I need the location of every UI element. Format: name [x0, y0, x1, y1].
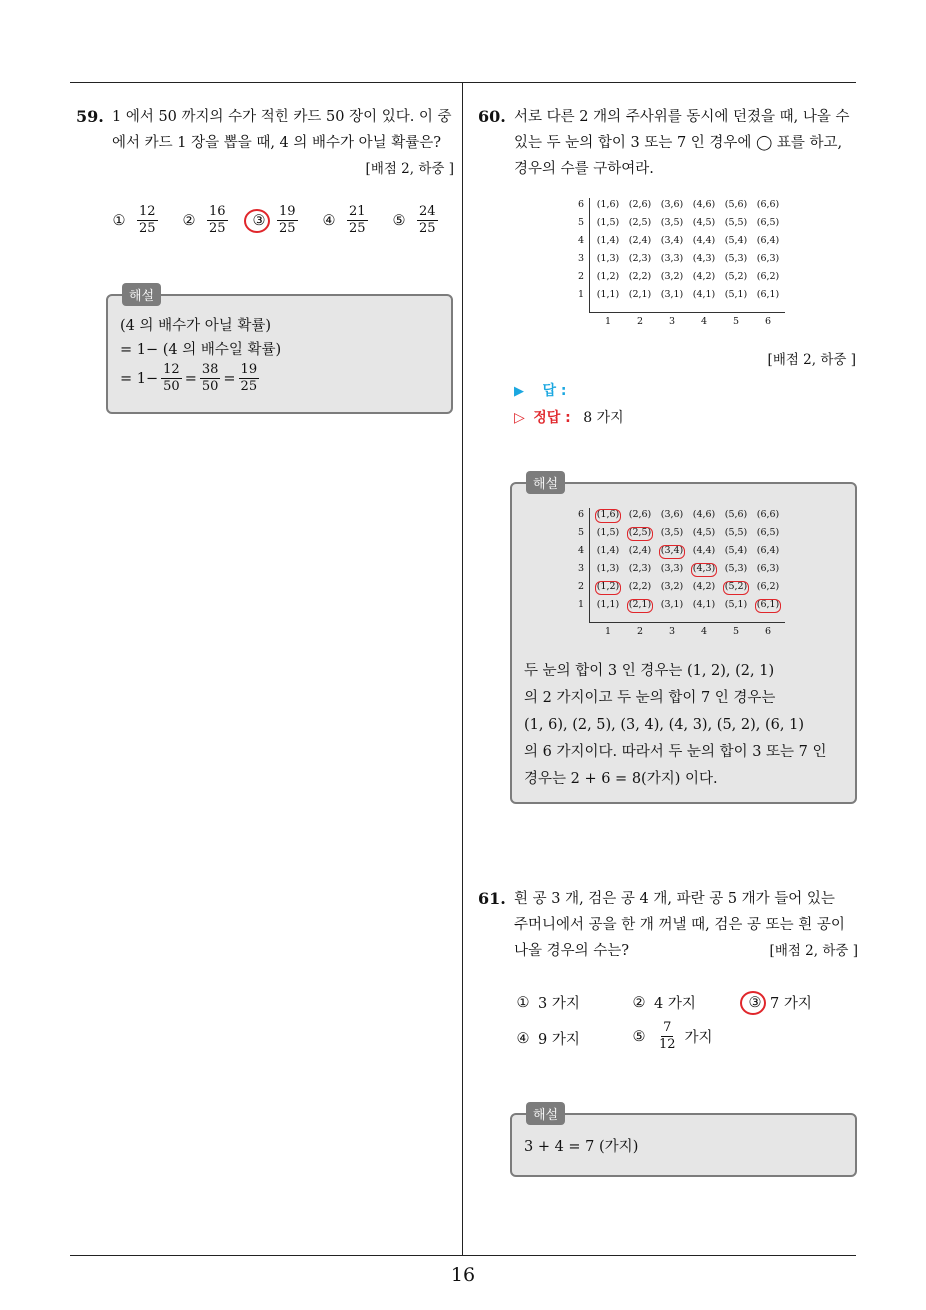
choice-number: ④: [322, 212, 336, 229]
numerator: 12: [163, 362, 180, 377]
table-row: [572, 506, 790, 524]
solution-text: 3 + 4 = 7 (가지): [524, 1139, 639, 1155]
denominator: 25: [139, 221, 156, 236]
outcome-cell: (4,1): [692, 289, 716, 300]
choice-5[interactable]: [390, 204, 441, 237]
outcome-cell: (2,6): [628, 199, 652, 210]
x-axis: [589, 622, 785, 623]
selected-circle-mark: [740, 991, 766, 1015]
choice-number: ②: [182, 212, 196, 229]
choice-number: ①: [516, 994, 530, 1011]
outcome-cell: (3,6): [660, 199, 684, 210]
fraction: [277, 204, 298, 237]
outcome-cell: (2,4): [628, 545, 652, 556]
stem-line: 흰 공 3 개, 검은 공 4 개, 파란 공 5 개가 들어 있는: [514, 891, 835, 907]
table-row: [572, 196, 790, 214]
outcome-cell: (1,1): [596, 599, 620, 610]
choice-number-selected: [746, 995, 764, 1011]
choice-mark: ③: [748, 994, 762, 1011]
problem-stem: [478, 104, 858, 182]
denominator: 25: [209, 221, 226, 236]
row-label: 5: [577, 217, 584, 228]
solution-line: 경우는 2 + 6 = 8(가지) 이다.: [524, 771, 718, 787]
source-tag: [배점 2, 하중 ]: [767, 352, 856, 368]
outcome-cell: (6,4): [756, 545, 780, 556]
outcome-cell: (3,1): [660, 599, 684, 610]
correct-label: 정답 :: [533, 410, 571, 426]
bottom-rule: [70, 1255, 856, 1256]
choice-number: ②: [632, 994, 646, 1011]
table-row: [572, 286, 790, 304]
numerator: 16: [209, 204, 226, 219]
outcome-cell: (5,1): [724, 289, 748, 300]
outcome-cell: (6,5): [756, 217, 780, 228]
row-label: 5: [577, 527, 584, 538]
choice-number: ⑤: [392, 212, 406, 229]
source-tag: [배점 2, 하중 ]: [365, 161, 454, 177]
outcome-cell: (3,6): [660, 509, 684, 520]
choice-label: 4 가지: [654, 996, 696, 1012]
row-label: 1: [577, 289, 584, 300]
outcome-cell: (1,4): [596, 545, 620, 556]
problem-number: 59.: [76, 107, 104, 126]
play-arrow-icon: ▶: [514, 384, 524, 399]
outcome-cell: (5,5): [724, 217, 748, 228]
outcome-cell: (1,3): [596, 253, 620, 264]
choice-3[interactable]: [746, 992, 812, 1013]
outcome-cell: (6,1): [756, 289, 780, 300]
outcome-cell: (4,2): [692, 581, 716, 592]
choice-number-selected: [250, 213, 268, 229]
outcome-cell: (4,5): [692, 217, 716, 228]
stem-line: 경우의 수를 구하여라.: [514, 161, 654, 177]
outcome-cell: (3,3): [660, 253, 684, 264]
numerator: 19: [279, 204, 296, 219]
stem-line: 1 에서 50 까지의 수가 적힌 카드 50 장이 있다. 이 중: [112, 109, 452, 125]
problem-59: [76, 104, 454, 182]
outcome-cell: (4,6): [692, 199, 716, 210]
table-row: [572, 596, 790, 614]
outcome-cell: (3,1): [660, 289, 684, 300]
solution-label: 해설: [526, 1102, 565, 1125]
choice-number: ④: [516, 1030, 530, 1047]
outcome-cell: (2,2): [628, 271, 652, 282]
solution-line: 의 6 가지이다. 따라서 두 눈의 합이 3 또는 7 인: [524, 744, 827, 760]
outcome-cell: (2,3): [628, 563, 652, 574]
numerator: 7: [663, 1020, 672, 1035]
outcome-cell: (3,2): [660, 581, 684, 592]
outcome-cell: (5,4): [724, 545, 748, 556]
y-axis: [589, 508, 590, 622]
choice-2[interactable]: [630, 992, 696, 1013]
row-label: 4: [577, 545, 584, 556]
numerator: 21: [349, 204, 366, 219]
outcome-cell: (1,5): [596, 527, 620, 538]
equals-sign: =: [223, 370, 236, 387]
equation-prefix: = 1−: [120, 370, 159, 387]
fraction: [417, 204, 438, 237]
table-row: [572, 268, 790, 286]
outcome-cell: (6,4): [756, 235, 780, 246]
table-row: [572, 578, 790, 596]
solution-box-60: [510, 477, 857, 804]
solution-text: [524, 658, 843, 793]
choice-label: 7 가지: [770, 996, 812, 1012]
solution-box-59: [106, 289, 453, 414]
column-label: 5: [732, 626, 740, 637]
outcome-cell: (2,6): [628, 509, 652, 520]
dice-outcome-table-marked: [572, 506, 790, 640]
outcome-cell: (1,3): [596, 563, 620, 574]
outcome-cell: (6,3): [756, 253, 780, 264]
solution-line: 의 2 가지이고 두 눈의 합이 7 인 경우는: [524, 690, 776, 706]
outcome-cell: (3,3): [660, 563, 684, 574]
solution-label: 해설: [122, 283, 161, 306]
numerator: 38: [201, 362, 219, 377]
column-label: 5: [732, 316, 740, 327]
outcome-cell: (3,4): [660, 545, 684, 556]
column-label: 6: [764, 626, 772, 637]
table-row: [572, 232, 790, 250]
outcome-cell: (2,5): [628, 527, 652, 538]
outcome-cell: (1,6): [596, 509, 620, 520]
choice-3[interactable]: [250, 204, 301, 237]
outcome-cell: (5,4): [724, 235, 748, 246]
outcome-cell: (4,5): [692, 527, 716, 538]
outcome-cell: (6,5): [756, 527, 780, 538]
fraction: [347, 204, 368, 237]
outcome-cell: (5,2): [724, 271, 748, 282]
table-row: [572, 250, 790, 268]
column-label: 6: [764, 316, 772, 327]
outcome-cell: (4,2): [692, 271, 716, 282]
choice-number: ①: [112, 212, 126, 229]
outcome-cell: (6,6): [756, 199, 780, 210]
problem-61: [478, 886, 858, 964]
problem-number: 60.: [478, 107, 506, 126]
outcome-cell: (3,2): [660, 271, 684, 282]
denominator: 50: [201, 379, 219, 394]
row-label: 3: [577, 563, 584, 574]
outcome-cell: (5,5): [724, 527, 748, 538]
outcome-cell: (3,5): [660, 527, 684, 538]
outcome-cell: (2,2): [628, 581, 652, 592]
fraction: [239, 362, 260, 395]
stem-line: 에서 카드 1 장을 뽑을 때, 4 의 배수가 아닐 확률은?: [112, 135, 442, 151]
table-row: [572, 524, 790, 542]
outcome-cell: (5,3): [724, 563, 748, 574]
solution-box-61: [510, 1108, 857, 1177]
outcome-cell: (6,3): [756, 563, 780, 574]
outcome-cell: (2,5): [628, 217, 652, 228]
outcome-cell: (6,2): [756, 271, 780, 282]
top-rule: [70, 82, 856, 83]
column-label: 1: [604, 626, 612, 637]
numerator: 12: [139, 204, 156, 219]
outcome-cell: (4,1): [692, 599, 716, 610]
column-label: 2: [636, 316, 644, 327]
choice-label: 9 가지: [538, 1032, 580, 1048]
solution-line: = 1− (4 의 배수일 확률): [120, 342, 282, 358]
outcome-cell: (6,2): [756, 581, 780, 592]
stem-text: 나올 경우의 수는?: [514, 943, 630, 959]
y-axis: [589, 198, 590, 312]
outcome-cell: (4,3): [692, 563, 716, 574]
row-label: 2: [577, 581, 584, 592]
column-label: 1: [604, 316, 612, 327]
fraction: [657, 1020, 678, 1053]
outcome-cell: (4,3): [692, 253, 716, 264]
correct-answer-line: [514, 407, 624, 427]
numerator: 19: [240, 362, 258, 377]
choice-4[interactable]: [320, 204, 371, 237]
choice-label: 가지: [684, 1030, 713, 1046]
stem-line-last: [514, 938, 858, 964]
stem-line: 있는 두 눈의 합이 3 또는 7 인 경우에 ◯ 표를 하고,: [514, 135, 843, 151]
row-label: 6: [577, 199, 584, 210]
solution-line: 두 눈의 합이 3 인 경우는 (1, 2), (2, 1): [524, 663, 775, 679]
outcome-cell: (2,1): [628, 289, 652, 300]
column-label: 4: [700, 316, 708, 327]
correct-value: 8 가지: [583, 410, 624, 426]
outcome-cell: (1,1): [596, 289, 620, 300]
fraction: [200, 362, 221, 395]
denominator: 25: [240, 379, 258, 394]
outcome-cell: (6,1): [756, 599, 780, 610]
outline-arrow-icon: ▷: [514, 410, 525, 426]
outcome-cell: (4,6): [692, 509, 716, 520]
outcome-cell: (1,5): [596, 217, 620, 228]
solution-label: 해설: [526, 471, 565, 494]
choice-4[interactable]: [514, 1028, 580, 1049]
stem-line: 주머니에서 공을 한 개 꺼낼 때, 검은 공 또는 흰 공이: [514, 917, 845, 933]
solution-line: (4 의 배수가 아닐 확률): [120, 318, 272, 334]
column-label: 3: [668, 316, 676, 327]
stem-line: 서로 다른 2 개의 주사위를 동시에 던졌을 때, 나올 수: [514, 109, 850, 125]
problem-number: 61.: [478, 889, 506, 908]
choice-2[interactable]: [180, 204, 231, 237]
outcome-cell: (5,1): [724, 599, 748, 610]
denominator: 25: [419, 221, 436, 236]
solution-text: [120, 314, 439, 395]
outcome-cell: (5,6): [724, 199, 748, 210]
row-label: 6: [577, 509, 584, 520]
row-label: 3: [577, 253, 584, 264]
x-axis: [589, 312, 785, 313]
source-tag: [배점 2, 하중 ]: [769, 943, 858, 959]
outcome-cell: (3,4): [660, 235, 684, 246]
outcome-cell: (3,5): [660, 217, 684, 228]
fraction: [137, 204, 158, 237]
outcome-cell: (4,4): [692, 235, 716, 246]
problem-stem: [76, 104, 454, 182]
outcome-cell: (2,3): [628, 253, 652, 264]
numerator: 24: [419, 204, 436, 219]
column-label: 3: [668, 626, 676, 637]
denominator: 25: [349, 221, 366, 236]
outcome-cell: (1,4): [596, 235, 620, 246]
choice-mark: ③: [252, 212, 266, 229]
dice-outcome-table: [572, 196, 790, 330]
outcome-cell: (5,2): [724, 581, 748, 592]
row-label: 4: [577, 235, 584, 246]
solution-equation: [120, 362, 439, 395]
column-label: 2: [636, 626, 644, 637]
outcome-cell: (2,4): [628, 235, 652, 246]
fraction: [207, 204, 228, 237]
fraction: [161, 362, 182, 395]
answer-line: [514, 380, 566, 400]
row-label: 1: [577, 599, 584, 610]
problem-stem: [478, 886, 858, 964]
table-row: [572, 560, 790, 578]
row-label: 2: [577, 271, 584, 282]
denominator: 50: [163, 379, 180, 394]
table-row: [572, 214, 790, 232]
outcome-cell: (1,2): [596, 581, 620, 592]
outcome-cell: (4,4): [692, 545, 716, 556]
column-label: 4: [700, 626, 708, 637]
table-row: [572, 542, 790, 560]
denominator: 12: [659, 1037, 676, 1052]
outcome-cell: (6,6): [756, 509, 780, 520]
selected-circle-mark: [244, 209, 270, 233]
column-divider: [462, 82, 463, 1255]
problem-60: [478, 104, 858, 182]
outcome-cell: (1,6): [596, 199, 620, 210]
choice-1[interactable]: [514, 992, 580, 1013]
page-number: 16: [450, 1264, 476, 1286]
solution-line: (1, 6), (2, 5), (3, 4), (4, 3), (5, 2), (6, 1): [524, 717, 804, 733]
answer-label: 답 :: [542, 383, 567, 399]
equals-sign: =: [184, 370, 197, 387]
choice-5[interactable]: [630, 1020, 713, 1053]
choice-label: 3 가지: [538, 996, 580, 1012]
choice-1[interactable]: [110, 204, 161, 237]
outcome-cell: (5,6): [724, 509, 748, 520]
choice-number: ⑤: [632, 1028, 646, 1045]
outcome-cell: (5,3): [724, 253, 748, 264]
outcome-cell: (2,1): [628, 599, 652, 610]
outcome-cell: (1,2): [596, 271, 620, 282]
denominator: 25: [279, 221, 296, 236]
